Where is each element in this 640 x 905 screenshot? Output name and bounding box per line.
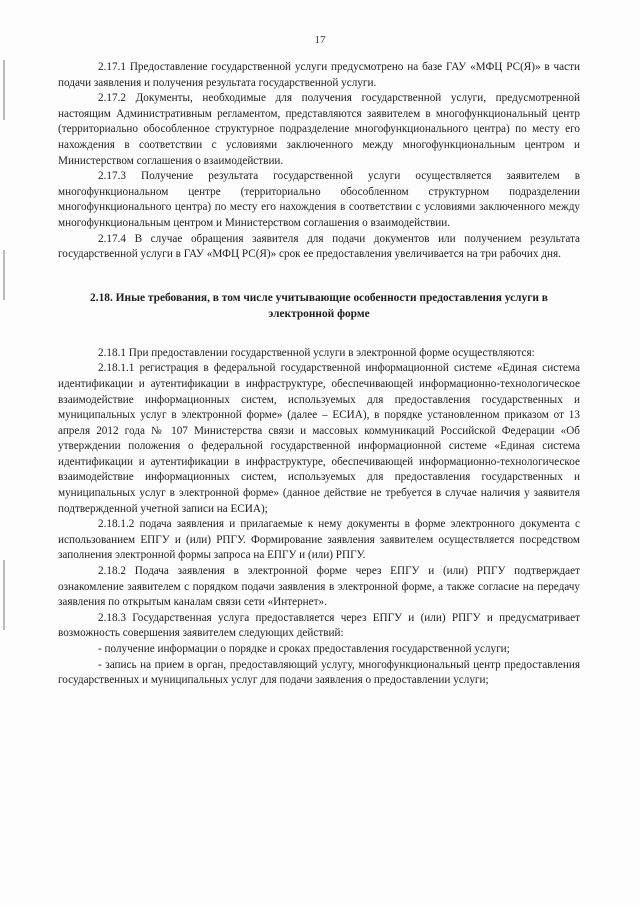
paragraph-2-18-1: 2.18.1 При предоставлении государственной услуги в электронной форме осуществляются: bbox=[98, 346, 535, 359]
paragraph-2-17-1: 2.17.1 Предоставление государственной услуги предусмотрено на базе ГАУ «МФЦ РС(Я)» в части подачи заявления и получения результата государственной услуги. bbox=[58, 61, 580, 89]
paragraph-2-17-3: 2.17.3 Получение результата государственной услуги осуществляется заявителем в многофункциональном центре (территориально обособленном структурном подразделении многофункционального центра) по месту его нахождения в соответствии с условиями заключенного между многофункциональным центром и Министерством соглашения о взаимодействии. bbox=[58, 170, 580, 229]
paragraph-2-18-2: 2.18.2 Подача заявления в электронной форме через ЕПГУ и (или) РПГУ подтверждает ознакомление заявителем с порядком подачи заявления в электронной форме, а также согласие на передачу заявления по открытым каналам связи сети «Интернет». bbox=[58, 565, 580, 609]
paragraph-2-18-3: 2.18.3 Государственная услуга предоставляется через ЕПГУ и (или) РПГУ и предусматривает возможность совершения заявителем следующих действий: bbox=[58, 611, 580, 640]
paragraph-2-18-1-1: 2.18.1.1 регистрация в федеральной государственной информационной системе «Единая система идентификации и аутентификации в инфраструктуре, обеспечивающей информационно-технологическое взаимодействие информационных систем, используемых для предоставления государственных и муниципальных услуг в электронной форме» (далее – ЕСИА), в порядке установленном приказом от 13 апреля 2012 года № 107 Министерства связи и массовых коммуникаций Российской Федерации «Об утверждении положения о федеральной государственной информационной системе «Единая система идентификации и аутентификации в инфраструктуре, обеспечивающей информационно-технологическое взаимодействие информационных систем, используемых для предоставления государственных и муниципальных услуг в электронной форме» (данное действие не требуется в случае наличия у заявителя подтвержденной учетной записи на ЕСИА); bbox=[58, 362, 580, 515]
list-item-appointment: - запись на прием в орган, предоставляющий услугу, многофункциональный центр предоставления государственных и муниципальных услуг для подачи заявления о предоставлении услуги; bbox=[58, 658, 580, 687]
scan-margin-marks bbox=[3, 0, 7, 905]
page-number: 17 bbox=[314, 34, 326, 46]
section-heading-2-18: 2.18. Иные требования, в том числе учитывающие особенности предоставления услуги в электронной форме bbox=[90, 291, 548, 320]
paragraph-2-17-4: 2.17.4 В случае обращения заявителя для подачи документов или получением результата государственной услуги в ГАУ «МФЦ РС(Я)» срок ее предоставления увеличивается на три рабочих дня. bbox=[58, 232, 580, 261]
document-body bbox=[58, 60, 580, 689]
list-item-info: - получение информации о порядке и сроках предоставления государственной услуги; bbox=[98, 643, 510, 655]
paragraph-2-18-1-2: 2.18.1.2 подача заявления и прилагаемые к нему документы в форме электронного документа с использованием ЕПГУ и (или) РПГУ. Формирование заявления заявителем осуществляется посредством заполнения электронной формы запроса на ЕПГУ и (или) РПГУ. bbox=[58, 518, 580, 562]
paragraph-2-17-2: 2.17.2 Документы, необходимые для получения государственной услуги, предусмотренной настоящим Административным регламентом, представляются заявителем в многофункциональный центр (территориально обособленное структурное подразделение многофункционального центра) по месту его нахождения в соответствии с условиями заключенного между многофункциональным центром и Министерством соглашения о взаимодействии. bbox=[58, 92, 580, 167]
